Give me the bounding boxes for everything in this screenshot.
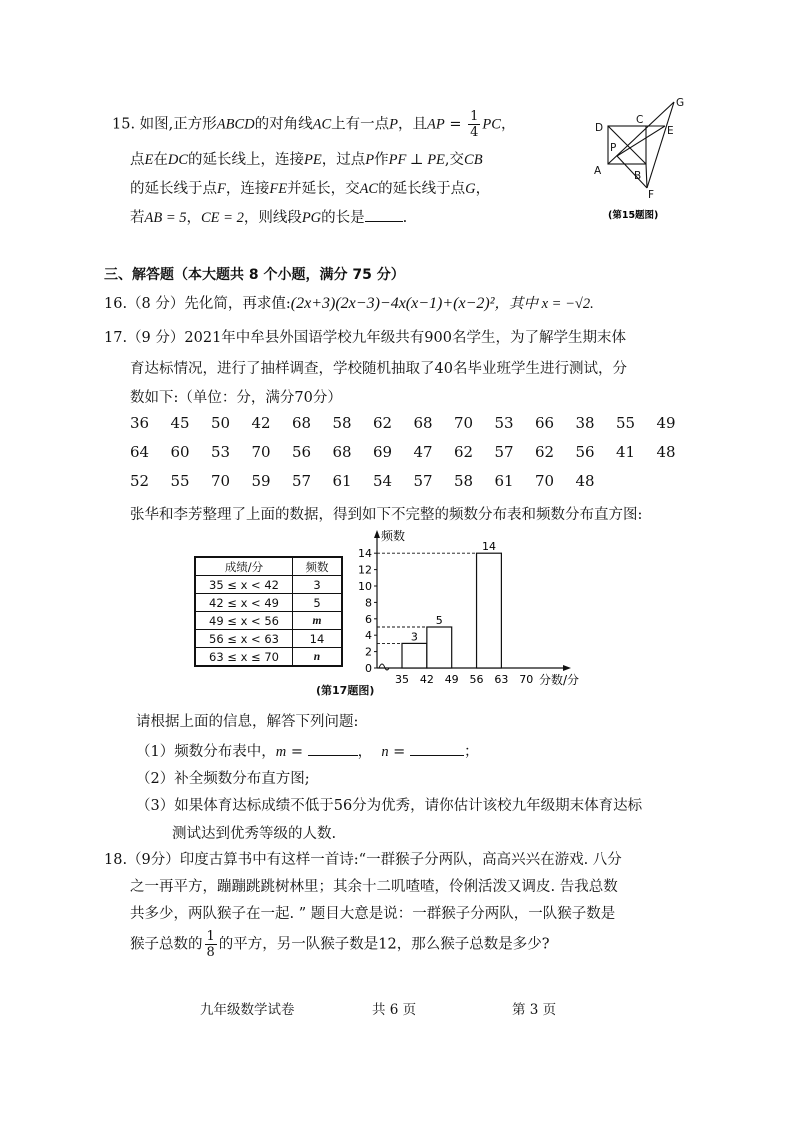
q15-line4: 若AB = 5，CE = 2，则线段PG的长是 . (130, 206, 407, 227)
label-f: F (648, 189, 655, 201)
y-axis-arrow (374, 530, 380, 538)
score-value: 60 (170, 443, 190, 461)
label-b: B (634, 170, 642, 182)
q17-sub3a: （3）如果体育达标成绩不低于56分为优秀，请你估计该校九年级期末体育达标 (136, 798, 643, 814)
q16-line: 16.（8 分）先化简，再求值:(2x+3)(2x−3)−4x(x−1)+(x−2)²，其中 x = −√2. (104, 295, 594, 312)
label-c: C (636, 114, 644, 126)
score-value: 69 (373, 443, 393, 461)
score-value: 68 (413, 414, 433, 432)
q17-sub3b: 测试达到优秀等级的人数. (172, 826, 337, 842)
label-e: E (667, 125, 674, 137)
footer-page-number: 第 3 页 (512, 1002, 557, 1018)
label-a: A (594, 165, 602, 177)
x-tick-label: 56 (469, 673, 484, 686)
y-tick-label: 0 (365, 662, 372, 675)
q15-number: 15. (112, 116, 136, 133)
score-value: 58 (454, 472, 474, 490)
table-row: 56 ≤ x < 63 14 (195, 630, 342, 648)
fraction-one-eighth: $\frac{1}{8}$ (206, 929, 215, 960)
frequency-table (194, 556, 343, 667)
score-value: 52 (130, 472, 150, 490)
score-value: 41 (616, 443, 636, 461)
histogram-bar (427, 627, 452, 668)
score-value: 47 (413, 443, 433, 461)
score-value: 49 (656, 414, 676, 432)
score-value: 55 (616, 414, 636, 432)
frequency-histogram (355, 526, 625, 696)
x-axis-arrow (563, 665, 571, 671)
q15-line3: 的延长线于点F，连接FE并延长，交AC的延长线于点G， (130, 181, 491, 197)
footer-total-pages: 共 6 页 (372, 1002, 417, 1018)
score-value: 70 (535, 472, 555, 490)
score-value: 59 (251, 472, 271, 490)
q18-line1: 18.（9分）印度古算书中有这样一首诗:“一群猴子分两队，高高兴兴在游戏. 八分 (104, 852, 622, 868)
bar-value-label: 3 (410, 630, 418, 644)
score-value: 70 (211, 472, 231, 490)
score-value: 57 (292, 472, 312, 490)
label-d: D (595, 122, 604, 134)
score-value: 62 (535, 443, 555, 461)
label-p: P (610, 142, 617, 154)
table-header: 成绩/分 (195, 557, 293, 576)
score-value: 56 (292, 443, 312, 461)
y-tick-label: 8 (365, 596, 372, 610)
score-value: 48 (656, 443, 676, 461)
score-value: 54 (373, 472, 393, 490)
score-value: 68 (332, 443, 352, 461)
score-value: 56 (575, 443, 595, 461)
y-tick-label: 2 (365, 645, 372, 659)
table-row: 35 ≤ x < 42 3 (195, 576, 342, 594)
score-value: 58 (332, 414, 352, 432)
q18-line3: 共多少，两队猴子在一起. ” 题目大意是说：一群猴子分两队，一队猴子数是 (130, 906, 616, 922)
table-row: 63 ≤ x ≤ 70 n (195, 648, 342, 667)
y-tick-label: 4 (365, 629, 372, 643)
score-value: 70 (454, 414, 474, 432)
q17-line3: 数如下:（单位：分，满分70分） (130, 390, 342, 406)
score-value: 62 (373, 414, 393, 432)
q17-sub2: （2）补全频数分布直方图; (136, 771, 310, 787)
y-tick-label: 10 (358, 580, 372, 593)
q18-line4: 猴子总数的 $\frac{1}{8}$ 的平方，另一队猴子数是12，那么猴子总数是多少? (130, 929, 550, 960)
score-value: 53 (211, 443, 231, 461)
score-value: 68 (292, 414, 312, 432)
line-pe (617, 126, 665, 156)
score-value: 53 (494, 414, 514, 432)
histogram-bar (477, 553, 502, 668)
score-value: 70 (251, 443, 271, 461)
score-value: 57 (413, 472, 433, 490)
score-value: 50 (211, 414, 231, 432)
line-bf (646, 164, 647, 188)
score-value: 64 (130, 443, 150, 461)
bar-value-label: 14 (481, 540, 496, 554)
section-three-title: 三、解答题（本大题共 8 个小题，满分 75 分） (104, 267, 405, 283)
score-value: 36 (130, 414, 150, 432)
histogram-bar (402, 643, 427, 668)
axis-break (379, 664, 389, 670)
score-value: 61 (494, 472, 514, 490)
table-row: 42 ≤ x < 49 5 (195, 594, 342, 612)
q17-sub1: （1）频数分布表中，m = ， n = ； (136, 740, 478, 761)
fraction-one-fourth: $\frac{1}{4}$ (470, 109, 479, 140)
y-axis-label: 频数 (381, 529, 406, 543)
x-tick-label: 63 (494, 673, 509, 686)
x-axis-label: 分数/分 (539, 673, 580, 687)
score-value: 66 (535, 414, 555, 432)
table-header: 频数 (293, 557, 343, 576)
answer-blank-q15[interactable] (365, 207, 403, 222)
q17-line2: 育达标情况，进行了抽样调查，学校随机抽取了40名毕业班学生进行测试，分 (130, 361, 627, 377)
score-value: 45 (170, 414, 190, 432)
fig15-caption: (第15题图) (608, 210, 659, 221)
q17-line1: 17.（9 分）2021年中牟县外国语学校九年级共有900名学生，为了解学生期末体 (104, 330, 626, 346)
q15-line2: 点E在DC的延长线上，连接PE，过点P作PF ⊥ PE,交CB (130, 152, 483, 168)
y-tick-label: 12 (358, 563, 372, 577)
x-tick-label: 70 (519, 673, 534, 686)
q17-line4: 张华和李芳整理了上面的数据，得到如下不完整的频数分布表和频数分布直方图: (130, 507, 643, 523)
q15-geometry-figure (588, 94, 698, 224)
footer-subject: 九年级数学试卷 (200, 1002, 295, 1018)
score-value: 38 (575, 414, 595, 432)
score-value: 61 (332, 472, 352, 490)
q15-line1: 15. 如图,正方形ABCD的对角线AC上有一点P，且AP = $\frac{1}{4}$ PC， (112, 109, 516, 140)
score-value: 57 (494, 443, 514, 461)
q16-expression: (2x+3)(2x−3)−4x(x−1)+(x−2)² (290, 295, 495, 312)
y-tick-label: 14 (358, 547, 372, 561)
q18-line2: 之一再平方，蹦蹦跳跳树林里；其余十二叽喳喳，伶俐活泼又调皮. 告我总数 (130, 879, 618, 895)
table-row: 49 ≤ x < 56 m (195, 612, 342, 630)
q17-prompt: 请根据上面的信息，解答下列问题: (136, 714, 359, 730)
y-tick-label: 6 (365, 612, 372, 626)
score-value: 42 (251, 414, 271, 432)
x-tick-label: 35 (395, 673, 409, 686)
answer-blank-n[interactable] (410, 741, 464, 756)
label-g: G (676, 97, 685, 109)
fig17-caption: (第17题图) (316, 684, 375, 697)
score-value: 48 (575, 472, 595, 490)
score-value: 55 (170, 472, 190, 490)
answer-blank-m[interactable] (308, 741, 358, 756)
score-value: 62 (454, 443, 474, 461)
x-tick-label: 42 (419, 673, 434, 686)
x-tick-label: 49 (444, 673, 459, 686)
bar-value-label: 5 (435, 614, 443, 627)
